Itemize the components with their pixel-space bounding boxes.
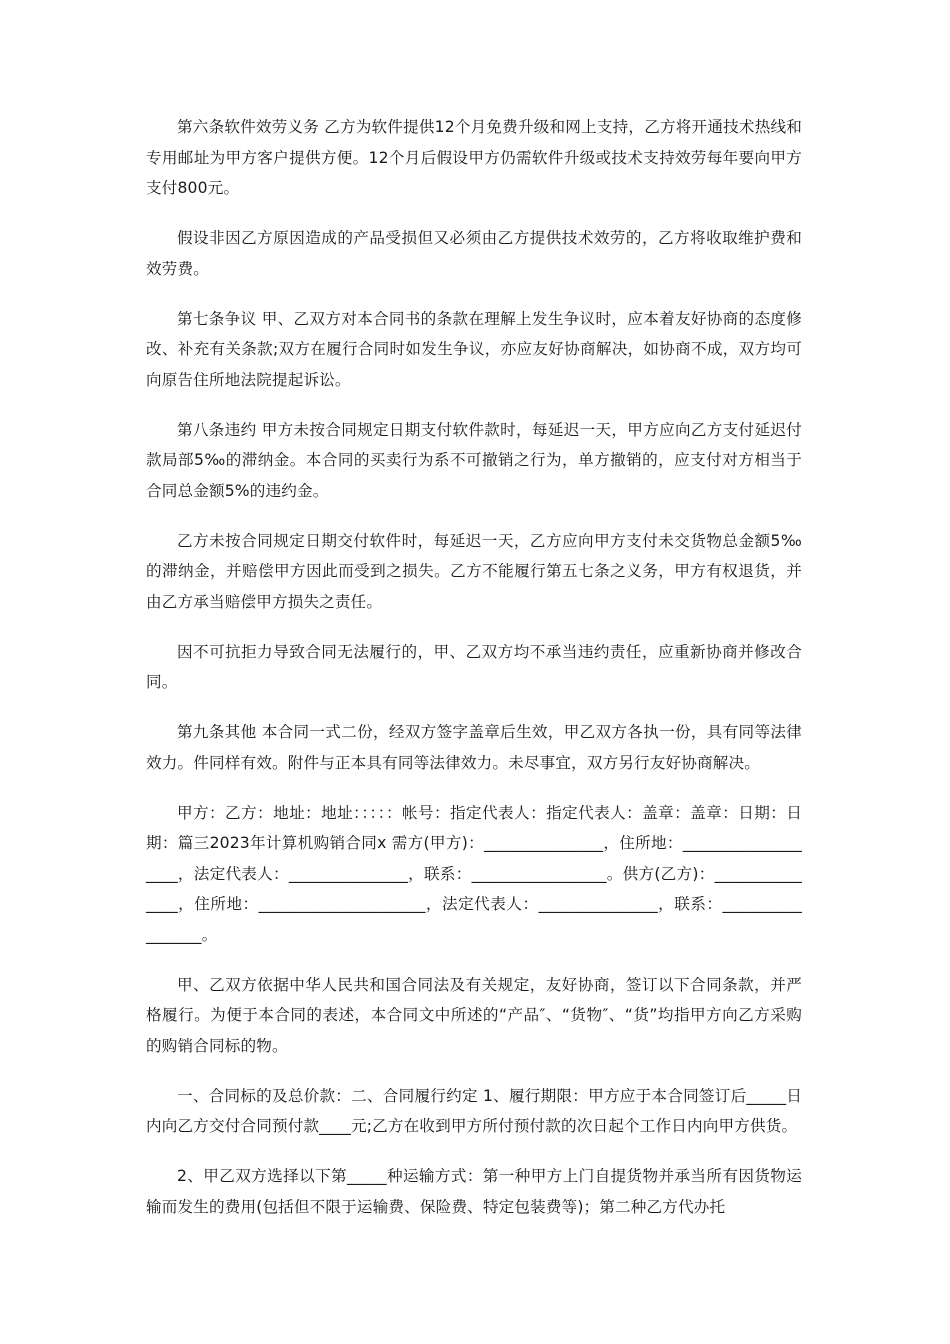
- document-body: [146, 112, 802, 1242]
- paragraph-signature-and-parties: 甲方：乙方：地址：地址：：：：：帐号：指定代表人：指定代表人：盖章：盖章：日期：日期：篇三2023年计算机购销合同x 需方(甲方)：_______________，住所地：___________________，法定代表人：_______________，联系：_________________。供方(乙方)：_______________，住所地：_____________________，法定代表人：_______________，联系：_________________。: [146, 803, 802, 944]
- paragraph-preamble: 甲、乙双方依据中华人民共和国合同法及有关规定，友好协商，签订以下合同条款，并严格履行。为便于本合同的表述，本合同文中所述的“产品″、“货物″、“货”均指甲方向乙方采购的购销合同标的物。: [146, 975, 802, 1055]
- paragraph-contract-price-and-delivery: 一、合同标的及总价款：二、合同履行约定 1、履行期限：甲方应于本合同签订后_____日内向乙方交付合同预付款____元;乙方在收到甲方所付预付款的次日起个工作日内向甲方供货。: [146, 1086, 802, 1135]
- paragraph-breach-seller: 乙方未按合同规定日期交付软件时，每延迟一天，乙方应向甲方支付未交货物总金额5‰的滞纳金，并赔偿甲方因此而受到之损失。乙方不能履行第五七条之义务，甲方有权退货，并由乙方承当赔偿甲方损失之责任。: [146, 531, 802, 611]
- paragraph-transport-method: 2、甲乙双方选择以下第_____种运输方式：第一种甲方上门自提货物并承当所有因货物运输而发生的费用(包括但不限于运输费、保险费、特定包装费等)；第二种乙方代办托: [146, 1167, 802, 1216]
- paragraph-other-terms: 第九条其他 本合同一式二份，经双方签字盖章后生效，甲乙双方各执一份，具有同等法律效力。件同样有效。附件与正本具有同等法律效力。未尽事宜，双方另行友好协商解决。: [146, 723, 802, 772]
- paragraph-software-service: 第六条软件效劳义务 乙方为软件提供12个月免费升级和网上支持，乙方将开通技术热线和专用邮址为甲方客户提供方便。12个月后假设甲方仍需软件升级或技术支持效劳每年要向甲方支付800元。: [146, 118, 802, 197]
- paragraph-breach-buyer: 第八条违约 甲方未按合同规定日期支付软件款时，每延迟一天，甲方应向乙方支付延迟付款局部5‰的滞纳金。本合同的买卖行为系不可撤销之行为，单方撤销的，应支付对方相当于合同总金额5%的违约金。: [146, 420, 802, 500]
- paragraph-maintenance-fee: 假设非因乙方原因造成的产品受损但又必须由乙方提供技术效劳的，乙方将收取维护费和效劳费。: [146, 229, 802, 278]
- paragraph-force-majeure: 因不可抗拒力导致合同无法履行的，甲、乙双方均不承当违约责任，应重新协商并修改合同。: [146, 642, 802, 691]
- paragraph-dispute: 第七条争议 甲、乙双方对本合同书的条款在理解上发生争议时，应本着友好协商的态度修改、补充有关条款;双方在履行合同时如发生争议，亦应友好协商解决，如协商不成，双方均可向原告住所地法院提起诉讼。: [146, 309, 802, 389]
